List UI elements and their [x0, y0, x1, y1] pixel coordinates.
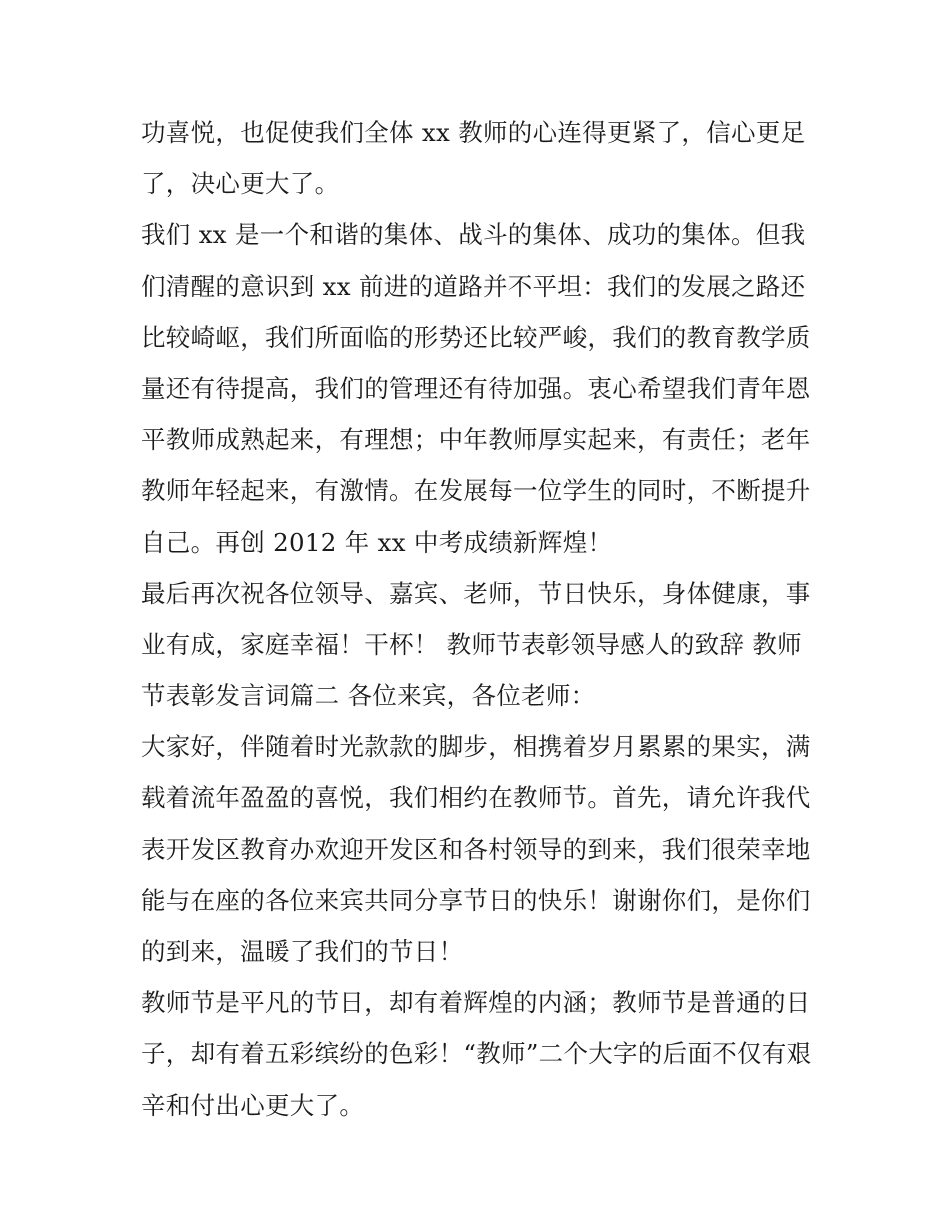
text-line: 自己。再创 2012 年 xx 中考成绩新辉煌！ [141, 527, 613, 557]
text-line: 平教师成熟起来，有理想；中年教师厚实起来，有责任；老年 [141, 425, 811, 455]
text-line: 了，决心更大了。 [141, 169, 340, 199]
text-line: 业有成，家庭幸福！干杯！ 教师节表彰领导感人的致辞 教师 [141, 629, 802, 659]
text-line: 比较崎岖，我们所面临的形势还比较严峻，我们的教育教学质 [141, 322, 811, 352]
text-line: 最后再次祝各位领导、嘉宾、老师，节日快乐，身体健康，事 [141, 578, 811, 608]
text-line: 节表彰发言词篇二 各位来宾，各位老师： [141, 681, 596, 711]
text-line: 表开发区教育办欢迎开发区和各村领导的到来，我们很荣幸地 [141, 834, 811, 864]
text-line: 辛和付出心更大了。 [141, 1090, 365, 1120]
text-line: 们清醒的意识到 xx 前进的道路并不平坦：我们的发展之路还 [141, 271, 806, 301]
text-line: 大家好，伴随着时光款款的脚步，相携着岁月累累的果实，满 [141, 732, 811, 762]
text-line: 的到来，温暖了我们的节日！ [141, 937, 464, 966]
text-line: 能与在座的各位来宾共同分享节日的快乐！谢谢你们，是你们 [141, 885, 811, 915]
text-line: 量还有待提高，我们的管理还有待加强。衷心希望我们青年恩 [141, 373, 811, 403]
text-line: 我们 xx 是一个和谐的集体、战斗的集体、成功的集体。但我 [141, 220, 806, 250]
text-line: 教师年轻起来，有激情。在发展每一位学生的同时，不断提升 [141, 476, 811, 506]
text-line: 教师节是平凡的节日，却有着辉煌的内涵；教师节是普通的日 [141, 988, 811, 1018]
body-text [141, 107, 816, 1131]
text-line: 载着流年盈盈的喜悦，我们相约在教师节。首先，请允许我代 [141, 783, 811, 813]
text-line: 子，却有着五彩缤纷的色彩！“教师”二个大字的后面不仅有艰 [141, 1039, 812, 1069]
text-line: 功喜悦，也促使我们全体 xx 教师的心连得更紧了，信心更足 [141, 118, 806, 147]
